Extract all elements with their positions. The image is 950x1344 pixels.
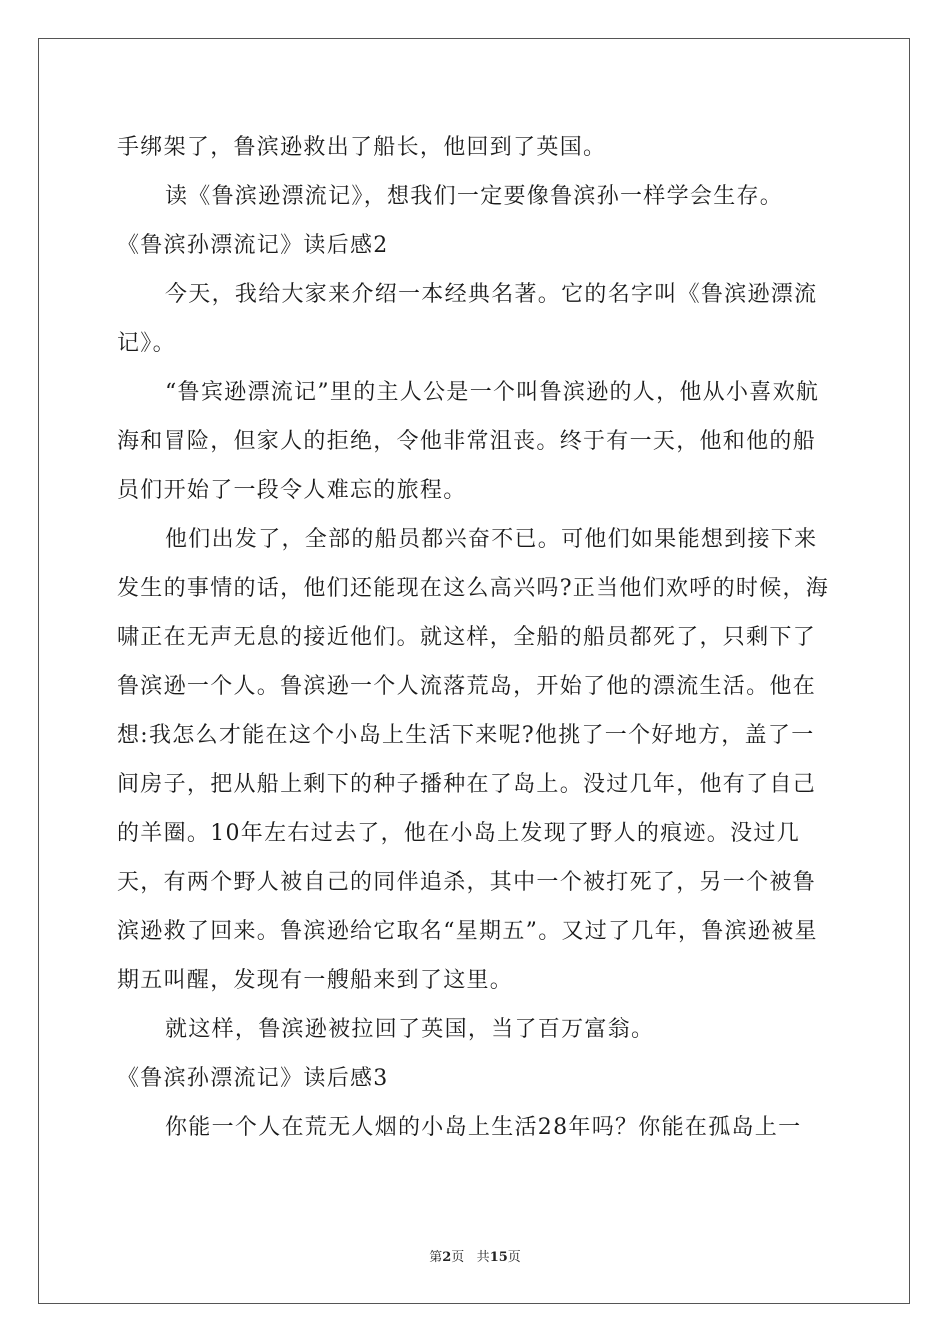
total-label-suffix: 页 — [507, 1250, 521, 1265]
paragraph: 就这样，鲁滨逊被拉回了英国，当了百万富翁。 — [165, 1017, 655, 1042]
paragraph: 读《鲁滨逊漂流记》，想我们一定要像鲁滨孙一样学会生存。 — [165, 184, 784, 209]
paragraph: 你能一个人在荒无人烟的小岛上生活28年吗？你能在孤岛上一 — [165, 1115, 802, 1140]
total-label-prefix: 共 — [476, 1250, 490, 1265]
paragraph: “鲁宾逊漂流记”里的主人公是一个叫鲁滨逊的人，他从小喜欢航海和冒险，但家人的拒绝，令他非常沮丧。终于有一天，他和他的船员们开始了一段令人难忘的旅程。 — [117, 380, 820, 503]
page-footer — [0, 1246, 950, 1265]
paragraph: 今天，我给大家来介绍一本经典名著。它的名字叫《鲁滨逊漂流记》。 — [117, 282, 818, 356]
document-body — [117, 123, 837, 1152]
page-label-prefix: 第 — [429, 1250, 443, 1265]
section-heading: 《鲁滨孙漂流记》读后感3 — [117, 1066, 389, 1091]
page-number: 2 — [442, 1250, 452, 1265]
page-label-suffix: 页 — [451, 1250, 465, 1265]
paragraph: 他们出发了，全部的船员都兴奋不已。可他们如果能想到接下来发生的事情的话，他们还能现在这么高兴吗?正当他们欢呼的时候，海啸正在无声无息的接近他们。就这样，全船的船员都死了，只剩下了鲁滨逊一个人。鲁滨逊一个人流落荒岛，开始了他的漂流生活。他在想:我怎么才能在这个小岛上生活下来呢?他挑了一个好地方，盖了一间房子，把从船上剩下的种子播种在了岛上。没过几年，他有了自己的羊圈。10年左右过去了，他在小岛上发现了野人的痕迹。没过几天，有两个野人被自己的同伴追杀，其中一个被打死了，另一个被鲁滨逊救了回来。鲁滨逊给它取名“星期五”。又过了几年，鲁滨逊被星期五叫醒，发现有一艘船来到了这里。 — [117, 527, 830, 993]
section-heading: 《鲁滨孙漂流记》读后感2 — [117, 233, 389, 258]
total-pages: 15 — [489, 1250, 508, 1265]
paragraph: 手绑架了，鲁滨逊救出了船长，他回到了英国。 — [117, 135, 607, 160]
